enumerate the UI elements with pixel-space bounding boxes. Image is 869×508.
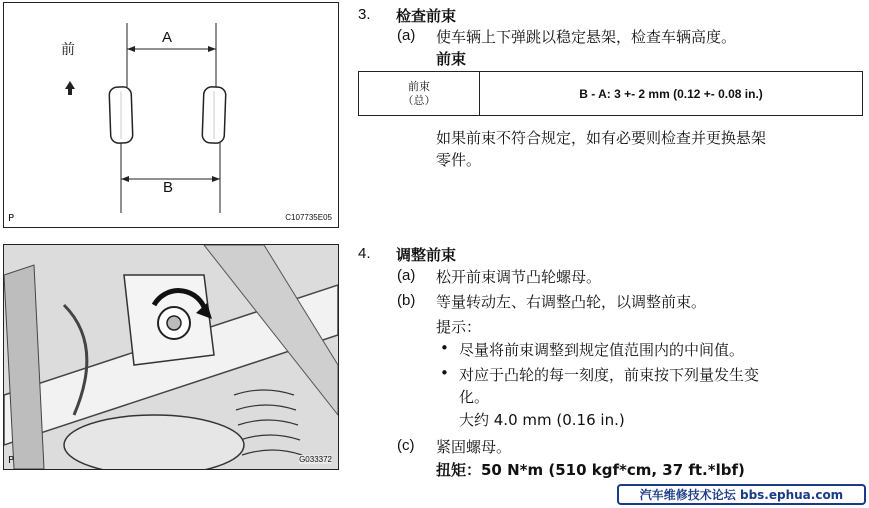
figure-code: C107735E05 — [285, 213, 332, 222]
arrowhead — [127, 46, 135, 52]
step4-c-label: (c) — [397, 437, 415, 454]
step3-subheading: 前束 — [436, 50, 467, 68]
step3-number: 3. — [358, 6, 371, 23]
step4-b-text: 等量转动左、右调整凸轮，以调整前束。 — [436, 293, 707, 311]
spec-value: B - A: 3 +- 2 mm (0.12 +- 0.08 in.) — [579, 86, 763, 101]
hint-label: 提示： — [436, 318, 482, 336]
step3-a-label: (a) — [397, 27, 416, 44]
step4-a-label: (a) — [397, 267, 416, 284]
cam-nut — [167, 316, 181, 330]
step4-c-text: 紧固螺母。 — [436, 438, 512, 456]
spec-label: 前束 — [408, 79, 430, 93]
cam-adjust-figure — [3, 244, 339, 470]
step3-note-line1: 如果前束不符合规定，如有必要则检查并更换悬架 — [436, 129, 767, 147]
forward-arrow-icon — [65, 81, 75, 95]
arrowhead — [212, 176, 220, 182]
front-label: 前 — [61, 42, 75, 58]
forum-watermark: 汽车维修技术论坛 bbs.ephua.com — [617, 484, 866, 505]
step3-title: 检查前束 — [396, 7, 457, 25]
figure-code: G033372 — [299, 455, 332, 464]
dimension-b-label: B — [163, 179, 174, 196]
step3-a-text: 使车辆上下弹跳以稳定悬架，检查车辆高度。 — [436, 28, 737, 46]
step4-b-label: (b) — [397, 292, 416, 309]
step4-a-text: 松开前束调节凸轮螺母。 — [436, 268, 602, 286]
step3-note-line2: 零件。 — [436, 151, 482, 169]
toe-diagram-figure — [3, 2, 339, 228]
step4-title: 调整前束 — [396, 246, 457, 264]
arrowhead — [121, 176, 129, 182]
approx-value: 大约 4.0 mm (0.16 in.) — [459, 411, 625, 429]
figure-corner-mark: P — [8, 455, 15, 466]
bullet: • — [440, 339, 449, 357]
bullet2-line1: 对应于凸轮的每一刻度，前束按下列量发生变 — [459, 366, 760, 384]
spec-label-sub: （总） — [402, 93, 436, 107]
arrowhead — [208, 46, 216, 52]
torque-spec: 扭矩：50 N*m (510 kgf*cm, 37 ft.*lbf) — [436, 461, 745, 479]
spec-label-cell — [359, 72, 480, 115]
dimension-a-label: A — [162, 29, 173, 46]
drive-shaft-boot — [64, 415, 244, 469]
bullet: • — [440, 364, 449, 382]
toe-spec-table — [358, 71, 863, 116]
figure-corner-mark: P — [8, 213, 15, 224]
bullet2-line2: 化。 — [459, 388, 490, 406]
step4-number: 4. — [358, 245, 371, 262]
cam-adjust-illustration — [4, 245, 338, 469]
bullet1-text: 尽量将前束调整到规定值范围内的中间值。 — [459, 341, 745, 359]
